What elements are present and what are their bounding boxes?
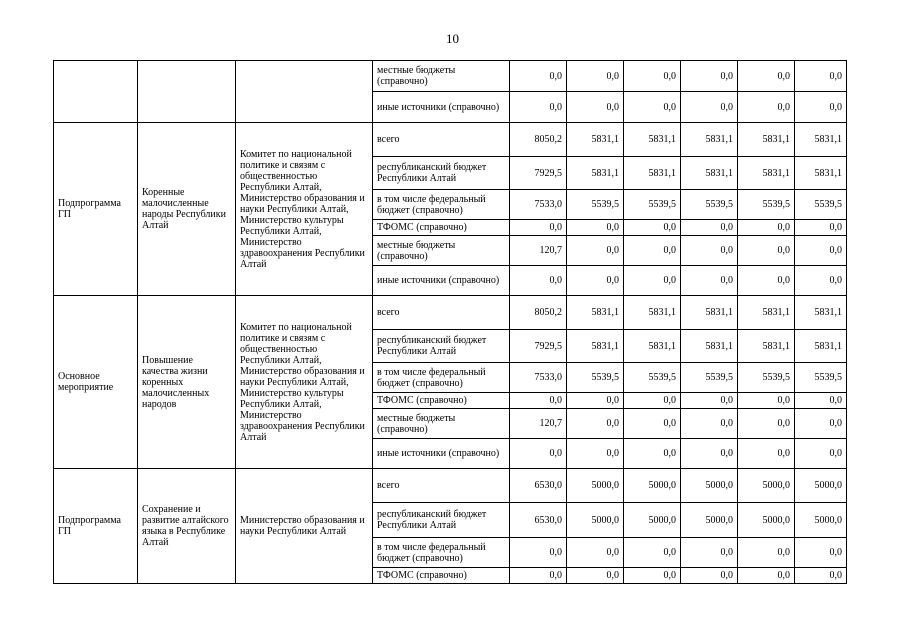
value-cell: 8050,2 bbox=[510, 296, 567, 330]
funding-source-cell: всего bbox=[373, 296, 510, 330]
value-cell: 5831,1 bbox=[567, 123, 624, 157]
table-row bbox=[54, 61, 847, 92]
value-cell: 5539,5 bbox=[795, 363, 847, 393]
program-type-cell: Подпрограмма ГП bbox=[54, 469, 138, 584]
value-cell: 5831,1 bbox=[624, 123, 681, 157]
value-cell: 0,0 bbox=[624, 266, 681, 296]
value-cell: 0,0 bbox=[510, 538, 567, 568]
value-cell: 8050,2 bbox=[510, 123, 567, 157]
value-cell: 0,0 bbox=[510, 61, 567, 92]
value-cell: 5539,5 bbox=[624, 363, 681, 393]
funding-source-cell: местные бюджеты (справочно) bbox=[373, 61, 510, 92]
program-name-cell: Повышение качества жизни коренных малочисленных народов bbox=[138, 296, 236, 469]
program-name-cell: Коренные малочисленные народы Республики Алтай bbox=[138, 123, 236, 296]
funding-source-cell: в том числе федеральный бюджет (справочно) bbox=[373, 363, 510, 393]
value-cell: 0,0 bbox=[624, 538, 681, 568]
value-cell: 0,0 bbox=[681, 220, 738, 236]
value-cell: 5831,1 bbox=[567, 330, 624, 363]
value-cell: 0,0 bbox=[510, 92, 567, 123]
value-cell: 0,0 bbox=[795, 266, 847, 296]
executor-cell bbox=[236, 61, 373, 123]
value-cell: 5831,1 bbox=[624, 296, 681, 330]
value-cell: 0,0 bbox=[624, 236, 681, 266]
value-cell: 0,0 bbox=[567, 92, 624, 123]
value-cell: 0,0 bbox=[567, 393, 624, 409]
value-cell: 0,0 bbox=[795, 568, 847, 584]
value-cell: 5000,0 bbox=[795, 469, 847, 503]
value-cell: 5539,5 bbox=[624, 190, 681, 220]
value-cell: 0,0 bbox=[681, 439, 738, 469]
value-cell: 0,0 bbox=[681, 266, 738, 296]
value-cell: 0,0 bbox=[738, 220, 795, 236]
value-cell: 0,0 bbox=[681, 61, 738, 92]
value-cell: 0,0 bbox=[795, 439, 847, 469]
funding-source-cell: республиканский бюджет Республики Алтай bbox=[373, 503, 510, 538]
value-cell: 0,0 bbox=[681, 568, 738, 584]
value-cell: 7533,0 bbox=[510, 190, 567, 220]
value-cell: 0,0 bbox=[738, 92, 795, 123]
value-cell: 5000,0 bbox=[567, 503, 624, 538]
value-cell: 0,0 bbox=[567, 439, 624, 469]
funding-source-cell: иные источники (справочно) bbox=[373, 266, 510, 296]
value-cell: 0,0 bbox=[795, 409, 847, 439]
value-cell: 0,0 bbox=[681, 393, 738, 409]
value-cell: 5831,1 bbox=[567, 157, 624, 190]
value-cell: 5831,1 bbox=[795, 123, 847, 157]
funding-source-cell: в том числе федеральный бюджет (справочно) bbox=[373, 538, 510, 568]
funding-source-cell: ТФОМС (справочно) bbox=[373, 220, 510, 236]
value-cell: 0,0 bbox=[624, 61, 681, 92]
funding-source-cell: всего bbox=[373, 469, 510, 503]
executor-cell: Министерство образования и науки Республики Алтай bbox=[236, 469, 373, 584]
executor-cell: Комитет по национальной политике и связям с общественностью Республики Алтай, Министерство образования и науки Республики Алтай, Министерство культуры Республики Алтай, Министерство здравоохранения Республики Алтай bbox=[236, 123, 373, 296]
table-row bbox=[54, 296, 847, 330]
funding-source-cell: местные бюджеты (справочно) bbox=[373, 409, 510, 439]
value-cell: 7533,0 bbox=[510, 363, 567, 393]
value-cell: 0,0 bbox=[567, 538, 624, 568]
value-cell: 0,0 bbox=[795, 538, 847, 568]
program-type-cell: Основное мероприятие bbox=[54, 296, 138, 469]
value-cell: 0,0 bbox=[624, 92, 681, 123]
value-cell: 7929,5 bbox=[510, 330, 567, 363]
value-cell: 0,0 bbox=[681, 236, 738, 266]
value-cell: 0,0 bbox=[624, 220, 681, 236]
value-cell: 6530,0 bbox=[510, 503, 567, 538]
value-cell: 5831,1 bbox=[624, 157, 681, 190]
value-cell: 5831,1 bbox=[738, 330, 795, 363]
value-cell: 0,0 bbox=[795, 236, 847, 266]
value-cell: 5831,1 bbox=[567, 296, 624, 330]
value-cell: 5000,0 bbox=[624, 469, 681, 503]
value-cell: 0,0 bbox=[795, 220, 847, 236]
value-cell: 0,0 bbox=[567, 61, 624, 92]
value-cell: 5831,1 bbox=[738, 123, 795, 157]
value-cell: 0,0 bbox=[795, 393, 847, 409]
value-cell: 0,0 bbox=[681, 538, 738, 568]
funding-source-cell: ТФОМС (справочно) bbox=[373, 568, 510, 584]
program-name-cell: Сохранение и развитие алтайского языка в Республике Алтай bbox=[138, 469, 236, 584]
value-cell: 5831,1 bbox=[681, 123, 738, 157]
value-cell: 5831,1 bbox=[681, 330, 738, 363]
value-cell: 0,0 bbox=[738, 236, 795, 266]
value-cell: 5000,0 bbox=[681, 469, 738, 503]
value-cell: 0,0 bbox=[567, 568, 624, 584]
value-cell: 5831,1 bbox=[738, 296, 795, 330]
value-cell: 5831,1 bbox=[738, 157, 795, 190]
funding-source-cell: иные источники (справочно) bbox=[373, 92, 510, 123]
value-cell: 5000,0 bbox=[567, 469, 624, 503]
value-cell: 0,0 bbox=[567, 220, 624, 236]
value-cell: 5000,0 bbox=[681, 503, 738, 538]
value-cell: 5831,1 bbox=[795, 296, 847, 330]
funding-source-cell: местные бюджеты (справочно) bbox=[373, 236, 510, 266]
value-cell: 5000,0 bbox=[624, 503, 681, 538]
value-cell: 5539,5 bbox=[738, 363, 795, 393]
value-cell: 5831,1 bbox=[681, 296, 738, 330]
executor-cell: Комитет по национальной политике и связям с общественностью Республики Алтай, Министерство образования и науки Республики Алтай, Министерство культуры Республики Алтай, Министерство здравоохранения Республики Алтай bbox=[236, 296, 373, 469]
value-cell: 0,0 bbox=[567, 266, 624, 296]
value-cell: 0,0 bbox=[738, 393, 795, 409]
value-cell: 120,7 bbox=[510, 236, 567, 266]
value-cell: 0,0 bbox=[795, 61, 847, 92]
value-cell: 0,0 bbox=[510, 220, 567, 236]
funding-source-cell: республиканский бюджет Республики Алтай bbox=[373, 157, 510, 190]
value-cell: 0,0 bbox=[681, 92, 738, 123]
value-cell: 0,0 bbox=[738, 439, 795, 469]
value-cell: 0,0 bbox=[510, 266, 567, 296]
value-cell: 0,0 bbox=[624, 409, 681, 439]
type-cell bbox=[54, 61, 138, 123]
value-cell: 5539,5 bbox=[567, 363, 624, 393]
value-cell: 5831,1 bbox=[795, 157, 847, 190]
value-cell: 5539,5 bbox=[567, 190, 624, 220]
funding-source-cell: иные источники (справочно) bbox=[373, 439, 510, 469]
funding-source-cell: в том числе федеральный бюджет (справочно) bbox=[373, 190, 510, 220]
value-cell: 0,0 bbox=[738, 266, 795, 296]
table-row bbox=[54, 469, 847, 503]
value-cell: 5539,5 bbox=[795, 190, 847, 220]
value-cell: 5831,1 bbox=[795, 330, 847, 363]
value-cell: 5539,5 bbox=[681, 363, 738, 393]
value-cell: 5000,0 bbox=[738, 503, 795, 538]
value-cell: 0,0 bbox=[738, 61, 795, 92]
value-cell: 0,0 bbox=[567, 236, 624, 266]
value-cell: 5831,1 bbox=[681, 157, 738, 190]
budget-table bbox=[53, 60, 847, 584]
value-cell: 5539,5 bbox=[681, 190, 738, 220]
value-cell: 0,0 bbox=[624, 568, 681, 584]
value-cell: 0,0 bbox=[738, 538, 795, 568]
page-number: 10 bbox=[446, 31, 459, 46]
funding-source-cell: всего bbox=[373, 123, 510, 157]
funding-source-cell: ТФОМС (справочно) bbox=[373, 393, 510, 409]
value-cell: 5000,0 bbox=[738, 469, 795, 503]
value-cell: 6530,0 bbox=[510, 469, 567, 503]
value-cell: 0,0 bbox=[624, 393, 681, 409]
value-cell: 0,0 bbox=[624, 439, 681, 469]
value-cell: 5539,5 bbox=[738, 190, 795, 220]
name-cell bbox=[138, 61, 236, 123]
value-cell: 0,0 bbox=[510, 568, 567, 584]
value-cell: 0,0 bbox=[510, 439, 567, 469]
value-cell: 120,7 bbox=[510, 409, 567, 439]
value-cell: 0,0 bbox=[510, 393, 567, 409]
value-cell: 0,0 bbox=[738, 409, 795, 439]
funding-source-cell: республиканский бюджет Республики Алтай bbox=[373, 330, 510, 363]
value-cell: 7929,5 bbox=[510, 157, 567, 190]
value-cell: 5000,0 bbox=[795, 503, 847, 538]
value-cell: 0,0 bbox=[795, 92, 847, 123]
value-cell: 0,0 bbox=[738, 568, 795, 584]
value-cell: 0,0 bbox=[567, 409, 624, 439]
table-row bbox=[54, 123, 847, 157]
value-cell: 0,0 bbox=[681, 409, 738, 439]
program-type-cell: Подпрограмма ГП bbox=[54, 123, 138, 296]
value-cell: 5831,1 bbox=[624, 330, 681, 363]
